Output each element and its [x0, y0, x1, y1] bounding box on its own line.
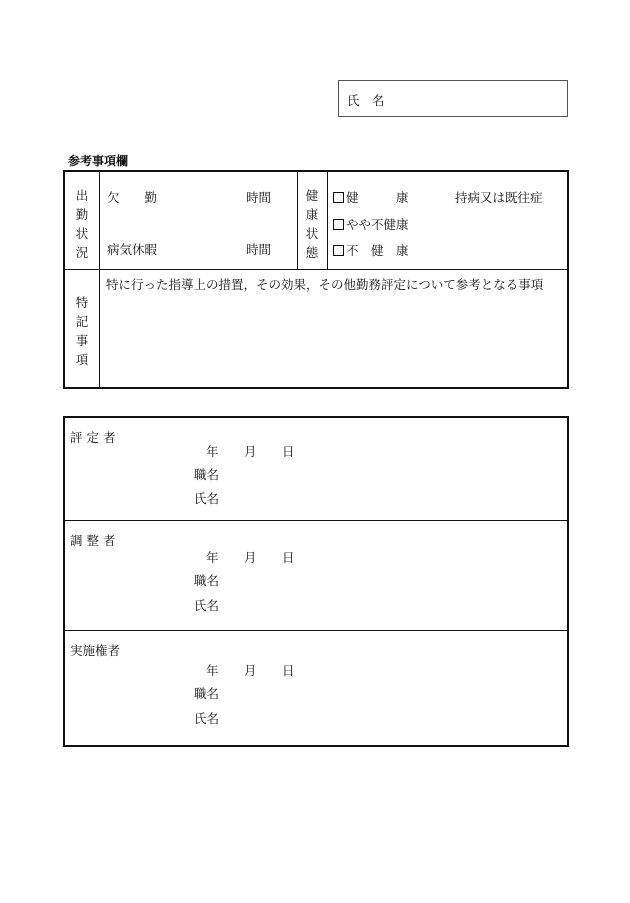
- health-option-label: 健 康: [346, 190, 409, 205]
- name-label: 氏 名: [347, 93, 385, 108]
- date-month-label: 月: [244, 663, 257, 678]
- health-option-slightly-unhealthy[interactable]: [333, 215, 409, 233]
- health-option-healthy[interactable]: [333, 188, 409, 206]
- absence-label: 欠 勤: [107, 190, 158, 205]
- date-year-label: 年: [206, 444, 219, 459]
- divider-health-left: [297, 172, 298, 269]
- attendance-label: [74, 186, 90, 262]
- evaluator-role: 評 定 者: [70, 430, 116, 445]
- health-label-char: 態: [305, 245, 319, 260]
- health-option-unhealthy[interactable]: [333, 241, 409, 259]
- date-year-label: 年: [206, 663, 219, 678]
- checkbox-icon[interactable]: [333, 245, 344, 256]
- absence-hours-field[interactable]: [175, 186, 245, 204]
- position-field[interactable]: [225, 682, 545, 700]
- name-field[interactable]: [225, 594, 545, 612]
- adjuster-section: [65, 521, 567, 630]
- evaluators-table: [63, 416, 569, 747]
- date-month-label: 月: [244, 550, 257, 565]
- chronic-illness-label: 持病又は既往症: [455, 190, 543, 205]
- health-option-label: 不 健 康: [346, 243, 409, 258]
- checkbox-icon[interactable]: [333, 219, 344, 230]
- attendance-label-char: 状: [75, 226, 89, 241]
- name-label: 氏名: [194, 491, 220, 506]
- health-label: [304, 186, 320, 262]
- evaluator-section: [65, 418, 567, 520]
- position-label: 職名: [194, 467, 220, 482]
- divider-row: [65, 269, 567, 270]
- special-label-char: 特: [75, 295, 89, 310]
- absence-unit: 時間: [246, 190, 272, 205]
- name-field[interactable]: [225, 707, 545, 725]
- reference-title: 参考事項欄: [68, 154, 129, 168]
- health-label-char: 状: [305, 226, 319, 241]
- special-label-char: 事: [75, 333, 89, 348]
- attendance-label-char: 況: [75, 245, 89, 260]
- date-day-label: 日: [282, 663, 295, 678]
- name-box[interactable]: [338, 80, 568, 117]
- authority-section: [65, 631, 567, 745]
- name-label: 氏名: [194, 711, 220, 726]
- date-year-label: 年: [206, 550, 219, 565]
- special-label-char: 項: [75, 352, 89, 367]
- name-field[interactable]: [225, 487, 545, 505]
- date-day-label: 日: [282, 444, 295, 459]
- checkbox-icon[interactable]: [333, 192, 344, 203]
- sick-leave-label: 病気休暇: [107, 242, 158, 257]
- position-field[interactable]: [225, 463, 545, 481]
- divider-label-column: [99, 172, 100, 387]
- date-month-label: 月: [244, 444, 257, 459]
- authority-role: 実施権者: [70, 643, 121, 658]
- sick-leave-hours-field[interactable]: [175, 238, 245, 256]
- health-label-char: 健: [305, 188, 319, 203]
- sick-leave-unit: 時間: [246, 242, 272, 257]
- date-day-label: 日: [282, 550, 295, 565]
- health-label-char: 康: [305, 207, 319, 222]
- special-notes-field[interactable]: [105, 294, 560, 382]
- special-label-char: 記: [75, 314, 89, 329]
- adjuster-role: 調 整 者: [70, 533, 116, 548]
- reference-table: [63, 170, 569, 389]
- health-option-label: やや不健康: [346, 217, 409, 232]
- special-notes-instruction: 特に行った指導上の措置，その効果，その他勤務評定について参考となる事項: [106, 277, 544, 292]
- attendance-label-char: 勤: [75, 207, 89, 222]
- position-label: 職名: [194, 686, 220, 701]
- attendance-label-char: 出: [75, 188, 89, 203]
- position-label: 職名: [194, 573, 220, 588]
- special-notes-label: [74, 293, 90, 369]
- name-label: 氏名: [194, 598, 220, 613]
- divider-health-right: [327, 172, 328, 269]
- position-field[interactable]: [225, 569, 545, 587]
